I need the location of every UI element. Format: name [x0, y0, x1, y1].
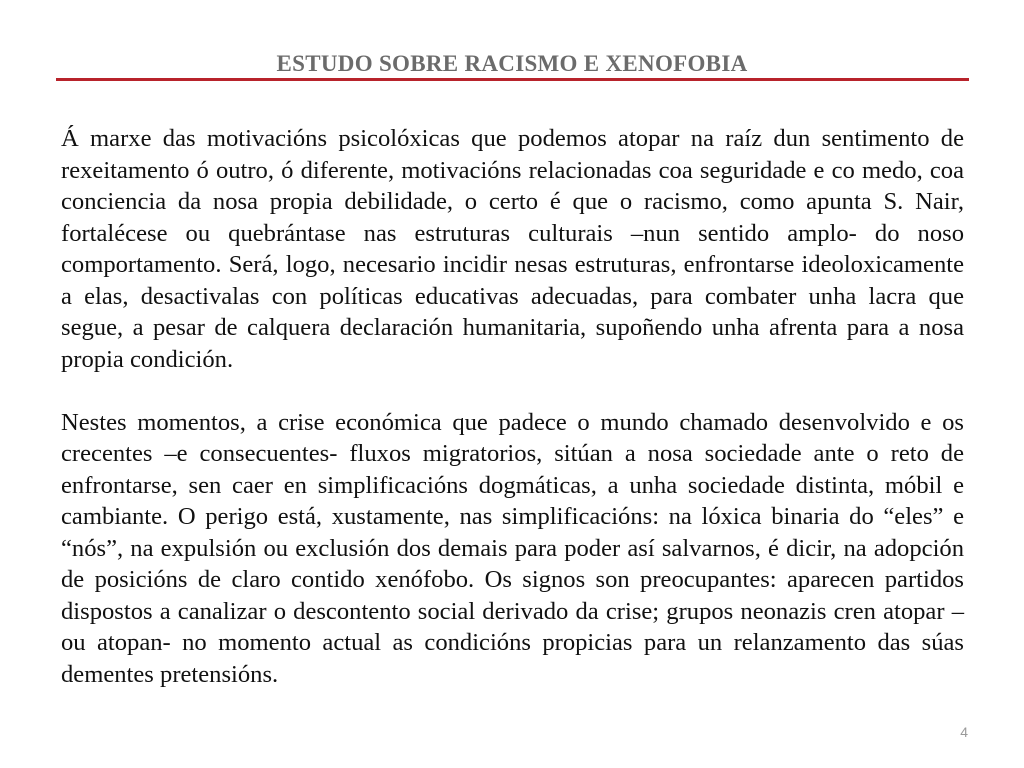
- slide-body: [61, 123, 964, 690]
- page-number: 4: [960, 724, 968, 740]
- body-paragraph: Nestes momentos, a crise económica que padece o mundo chamado desenvolvido e os crecentes –e consecuentes- fluxos migratorios, sitúan a nosa sociedade ante o reto de enfrontarse, sen caer en simplificacións dogmáticas, a unha sociedade distinta, móbil e cambiante. O perigo está, xustamente, nas simplificacións: na lóxica binaria do “eles” e “nós”, na expulsión ou exclusión dos demais para poder así salvarnos, é dicir, na adopción de posicións de claro contido xenófobo. Os signos son preocupantes: aparecen partidos dispostos a canalizar o descontento social derivado da crise; grupos neonazis cren atopar –ou atopan- no momento actual as condicións propicias para un relanzamento das súas dementes pretensións.: [61, 408, 964, 688]
- slide-title: ESTUDO SOBRE RACISMO E XENOFOBIA: [276, 51, 748, 76]
- body-paragraph: Á marxe das motivacións psicolóxicas que podemos atopar na raíz dun sentimento de rexeitamento ó outro, ó diferente, motivacións relacionadas coa seguridade e co medo, coa conciencia da nosa propia debilidade, o certo é que o racismo, como apunta S. Nair, fortalécese ou quebrántase nas estruturas culturais –nun sentido amplo- do noso comportamento. Será, logo, necesario incidir nesas estruturas, enfrontarse ideoloxicamente a elas, desactivalas con políticas educativas adecuadas, para combater unha lacra que segue, a pesar de calquera declaración humanitaria, supoñendo unha afrenta para a nosa propia condición.: [61, 125, 964, 373]
- title-underline: [56, 78, 969, 81]
